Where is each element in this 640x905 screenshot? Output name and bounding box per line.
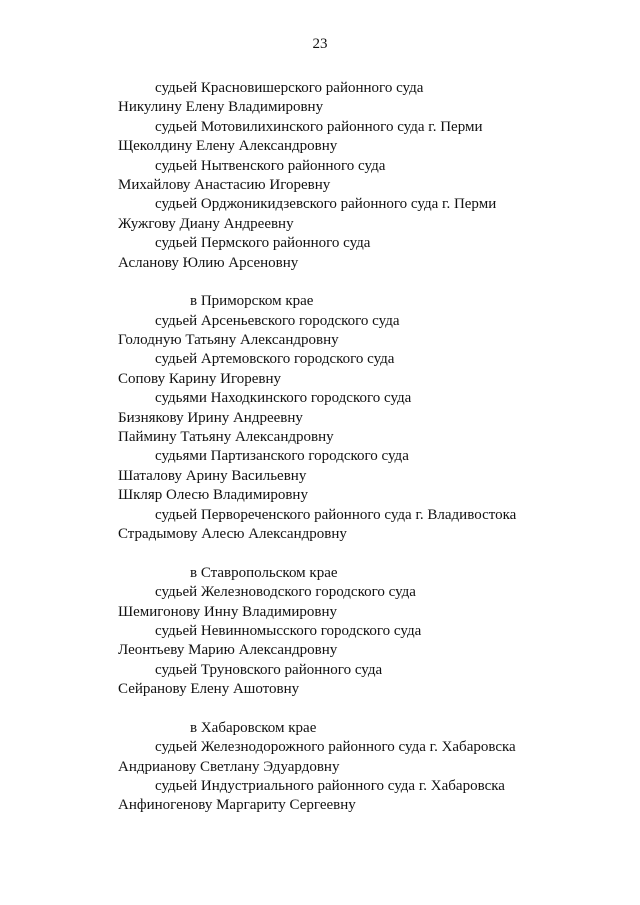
person-name-line: Голодную Татьяну Александровну (118, 332, 339, 349)
court-line: судьей Первореченского районного суда г. Владивостока (155, 506, 517, 523)
document-body (0, 79, 640, 816)
person-name-line: Паймину Татьяну Александровну (118, 429, 334, 446)
region-heading: в Хабаровском крае (190, 719, 317, 736)
court-line: судьей Мотовилихинского районного суда г. Перми (155, 118, 483, 135)
person-name-line: Сейранову Елену Ашотовну (118, 681, 300, 698)
court-line: судьями Партизанского городского суда (155, 448, 409, 465)
person-name-line: Михайлову Анастасию Игоревну (118, 176, 331, 193)
region-heading: в Ставропольском крае (190, 564, 338, 581)
person-name-line: Анфиногенову Маргариту Сергеевну (118, 797, 356, 814)
section-gap (0, 700, 640, 719)
region-heading: в Приморском крае (190, 293, 314, 310)
court-line: судьей Пермского районного суда (155, 235, 371, 252)
court-line: судьей Нытвенского районного суда (155, 157, 386, 174)
court-line: судьей Индустриального районного суда г. Хабаровска (155, 778, 505, 795)
court-line: судьей Железноводского городского суда (155, 584, 416, 601)
court-line: судьей Арсеньевского городского суда (155, 312, 400, 329)
person-name-line: Сопову Карину Игоревну (118, 370, 282, 387)
person-name-line: Жужгову Диану Андреевну (118, 215, 294, 232)
court-line: судьей Невинномысского городского суда (155, 622, 422, 639)
person-name-line: Леонтьеву Марию Александровну (118, 642, 338, 659)
court-line: судьей Труновского районного суда (155, 661, 383, 678)
court-line: судьей Артемовского городского суда (155, 351, 395, 368)
court-line: судьями Находкинского городского суда (155, 390, 412, 407)
person-name-line: Асланову Юлию Арсеновну (118, 254, 299, 271)
court-line: судьей Железнодорожного районного суда г. Хабаровска (155, 739, 516, 756)
person-name-line: Страдымову Алесю Александровну (118, 525, 347, 542)
person-name-line: Шаталову Арину Васильевну (118, 467, 307, 484)
page-number: 23 (312, 36, 328, 52)
court-line: судьей Орджоникидзевского районного суда г. Перми (155, 196, 497, 213)
person-name-line: Шкляр Олесю Владимировну (118, 487, 308, 504)
court-line: судьей Красновишерского районного суда (155, 80, 424, 96)
person-name-line: Шемигонову Инну Владимировну (118, 603, 338, 620)
person-name-line: Бизнякову Ирину Андреевну (118, 409, 303, 426)
person-name-line: Щеколдину Елену Александровну (118, 138, 338, 155)
person-name-line: Андрианову Светлану Эдуардовну (118, 758, 340, 775)
person-name-line: Никулину Елену Владимировну (118, 99, 324, 116)
section-gap (0, 273, 640, 292)
section-gap (0, 544, 640, 563)
